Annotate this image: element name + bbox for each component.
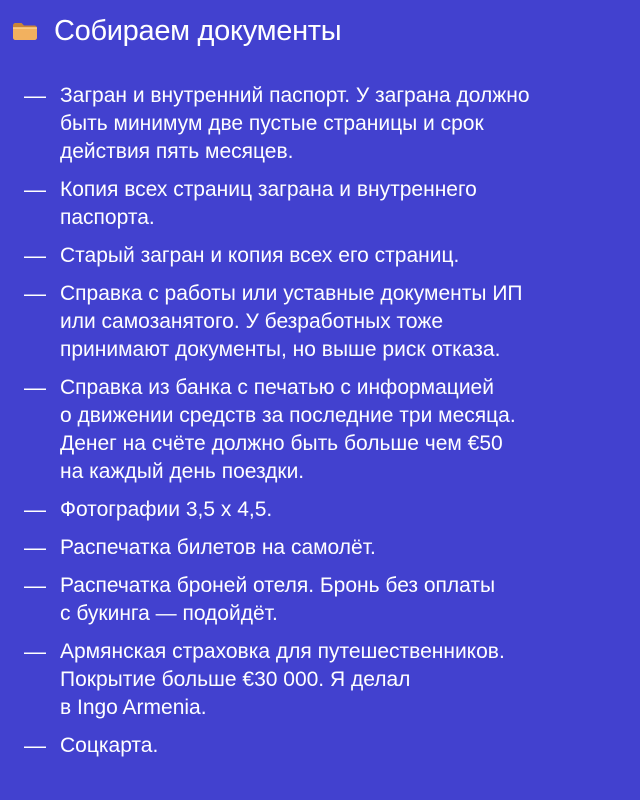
list-item-text: Распечатка броней отеля. Бронь без оплаты с букинга — подойдёт. [60,574,496,625]
list-item-text: Распечатка билетов на самолёт. [60,536,376,559]
list-bullet: — [24,535,46,560]
page-title: Собираем документы [54,15,342,47]
list-bullet: — [24,639,46,664]
list-bullet: — [24,497,46,522]
folder-icon [12,21,38,41]
list-bullet: — [24,83,46,108]
list-bullet: — [24,243,46,268]
list-bullet: — [24,375,46,400]
list-item-text: Армянская страховка для путешественников. Покрытие больше €30 000. Я делал в Ingo Armenia. [60,640,505,719]
list-item [24,496,620,524]
list-item [24,638,620,722]
list-bullet: — [24,177,46,202]
list-item [24,534,620,562]
list-item-text: Фотографии 3,5 х 4,5. [60,498,273,521]
list-item [24,732,620,760]
list-item-text: Загран и внутренний паспорт. У заграна должно быть минимум две пустые страницы и срок действия пять месяцев. [60,84,530,163]
list-item [24,82,620,166]
list-item [24,572,620,628]
list-item-text: Копия всех страниц заграна и внутреннего паспорта. [60,178,477,229]
list-item [24,176,620,232]
list-bullet: — [24,281,46,306]
list-bullet: — [24,573,46,598]
list-item-text: Старый загран и копия всех его страниц. [60,244,460,267]
document-list [24,82,620,760]
list-item [24,374,620,486]
list-item-text: Справка с работы или уставные документы ИП или самозанятого. У безработных тоже принимают документы, но выше риск отказа. [60,282,523,361]
list-item [24,242,620,270]
list-bullet: — [24,733,46,758]
list-item [24,280,620,364]
list-item-text: Справка из банка с печатью с информацией о движении средств за последние три месяца. Денег на счёте должно быть больше чем €50 на каждый день поездки. [60,376,516,483]
header [12,12,341,50]
list-item-text: Соцкарта. [60,734,159,757]
